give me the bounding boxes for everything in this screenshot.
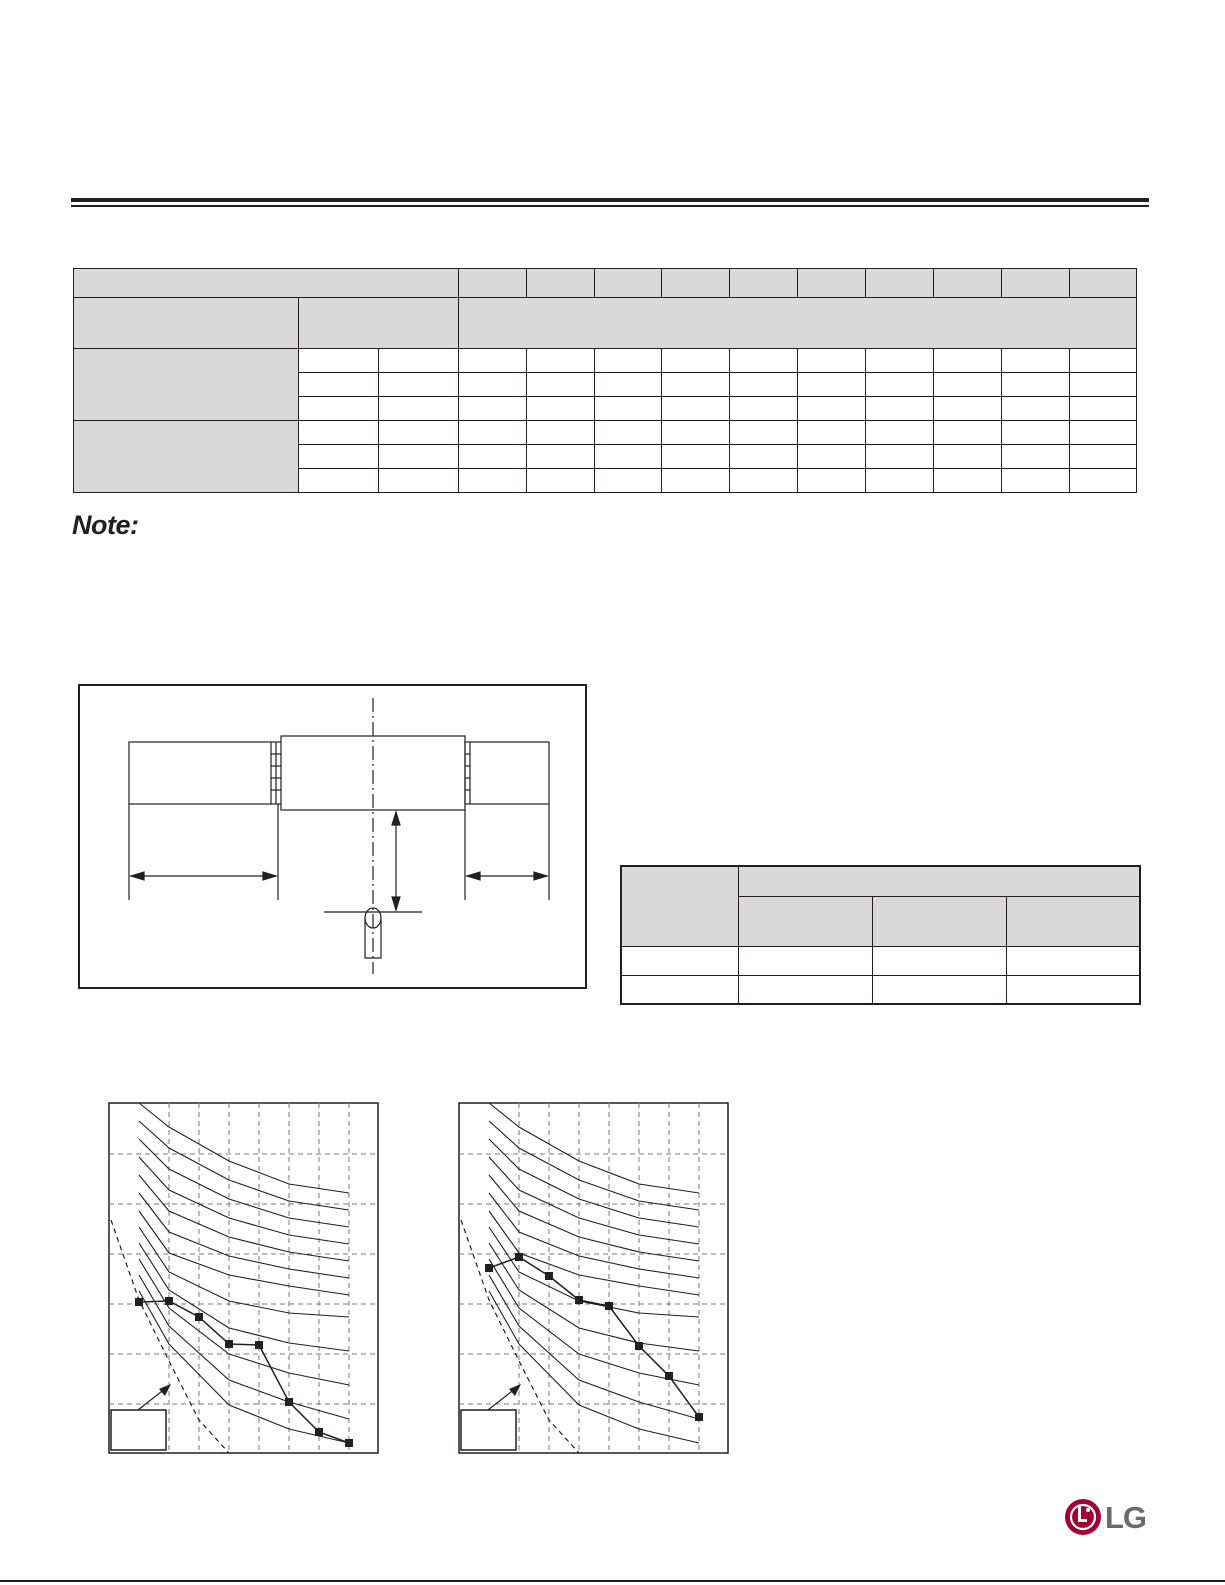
small-table-group-header-cell [738, 866, 1140, 896]
spec-table [73, 268, 1137, 493]
chart-1-point [285, 1398, 293, 1406]
spec-header-cell [459, 269, 527, 298]
chart-2-callout-box [461, 1410, 516, 1450]
small-table-row [621, 946, 1140, 975]
chart-2-point [545, 1272, 553, 1280]
chart-2-point [575, 1296, 583, 1304]
chart-1-point [225, 1340, 233, 1348]
chart-1-point [165, 1297, 173, 1305]
small-table-corner-cell [621, 866, 738, 946]
chart-1-callout-box [111, 1410, 166, 1450]
chart-1-series-line [139, 1301, 349, 1443]
spec-row [74, 349, 1137, 373]
spec-subheader-cell [299, 298, 459, 349]
chart-2-point [605, 1302, 613, 1310]
chart-2-point [515, 1253, 523, 1261]
fan-curve-chart-1 [108, 1102, 379, 1454]
chart-1-point [135, 1298, 143, 1306]
chart-1-point [345, 1439, 353, 1447]
spec-header-cell [595, 269, 662, 298]
spec-header-cell [527, 269, 595, 298]
lg-logo [1063, 1497, 1147, 1537]
lg-logo-text: LG [1105, 1500, 1147, 1535]
left-unit-block [129, 742, 271, 804]
fan-curve-chart-2 [458, 1102, 729, 1454]
header-rule-thin [71, 205, 1149, 207]
spec-header-cell [1002, 269, 1070, 298]
chart-2-point [695, 1413, 703, 1421]
note-label: Note: [72, 510, 139, 540]
small-table-subheader-cell [738, 896, 872, 946]
chart-2-point [665, 1372, 673, 1380]
chart-2-series-line [489, 1257, 699, 1417]
chart-1-point [255, 1341, 263, 1349]
header-rule-thick [71, 198, 1149, 202]
spec-header-label-cell [74, 269, 459, 298]
small-table-header-row [621, 866, 1140, 896]
small-table-subheader-cell [1006, 896, 1140, 946]
spec-header-cell [934, 269, 1002, 298]
spec-header-cell [866, 269, 934, 298]
spec-group-label-cell [74, 349, 299, 421]
chart-1-point [315, 1428, 323, 1436]
spec-group-label-cell [74, 421, 299, 493]
spec-subheader-cell [74, 298, 299, 349]
spec-header-cell [1070, 269, 1137, 298]
spec-header-cell [730, 269, 798, 298]
small-table [620, 865, 1141, 1005]
spec-subheader-span-cell [459, 298, 1137, 349]
clearance-diagram [78, 684, 588, 990]
chart-1-point [195, 1313, 203, 1321]
right-unit-block [465, 742, 549, 804]
spec-row [74, 421, 1137, 445]
chart-2-point [485, 1264, 493, 1272]
spec-header-cell [662, 269, 730, 298]
spec-subheader-row [74, 298, 1137, 349]
chart-2-point [635, 1342, 643, 1350]
small-table-row [621, 975, 1140, 1004]
spec-header-cell [798, 269, 866, 298]
small-table-subheader-cell [872, 896, 1006, 946]
footer-rule [0, 1580, 1225, 1582]
spec-header-row [74, 269, 1137, 298]
